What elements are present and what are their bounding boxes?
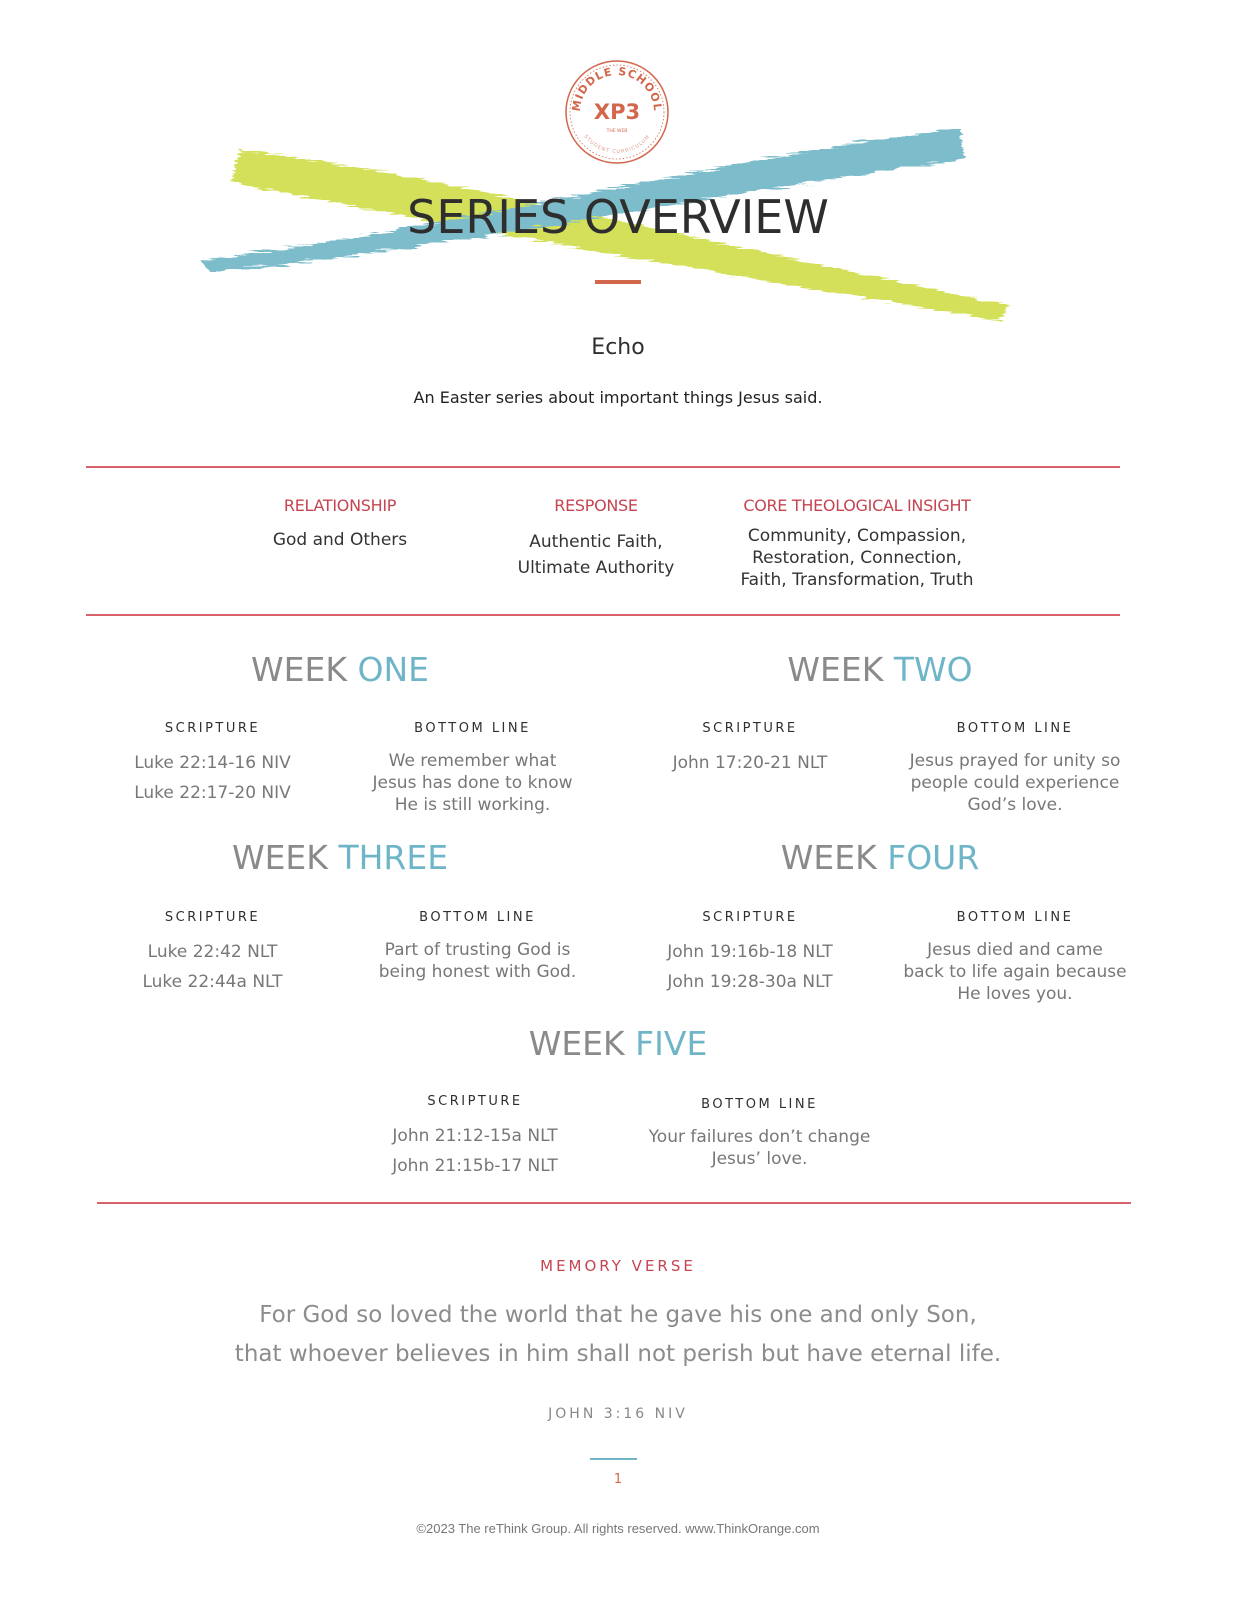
copyright-footer: ©2023 The reThink Group. All rights reserved. www.ThinkOrange.com — [416, 1521, 820, 1536]
week-word: WEEK — [780, 838, 877, 877]
scripture-ref: John 21:15b-17 NLT — [392, 1156, 558, 1176]
logo-bottom-text: STUDENT CURRICULUM — [582, 133, 652, 156]
series-description: An Easter series about important things Jesus said. — [413, 388, 823, 407]
week-two-scripture — [645, 721, 855, 778]
week-two-bottom-line — [880, 721, 1150, 816]
week-one-scripture — [110, 721, 315, 808]
week-number: FOUR — [887, 838, 980, 877]
logo-top-text: MIDDLE SCHOOL — [569, 64, 665, 113]
week-three-title — [140, 838, 540, 877]
logo-brand: XP3 — [593, 100, 641, 124]
week-number: TWO — [893, 650, 973, 689]
meta-value: Restoration, Connection, — [752, 548, 962, 568]
week-five-scripture — [370, 1094, 580, 1181]
week-four-scripture — [645, 910, 855, 997]
meta-value: God and Others — [272, 530, 408, 550]
week-four-bottom-line — [875, 910, 1155, 1005]
bottom-line-text: God’s love. — [967, 795, 1063, 815]
title-underline — [595, 280, 641, 284]
week-five-title — [418, 1024, 818, 1063]
bottom-line-text: being honest with God. — [378, 962, 577, 982]
memory-verse-text — [0, 1296, 1236, 1374]
scripture-label: SCRIPTURE — [702, 721, 798, 736]
week-three-bottom-line — [345, 910, 610, 983]
bottom-line-text: Jesus has done to know — [372, 773, 573, 793]
meta-core-insight — [712, 496, 1002, 591]
week-word: WEEK — [231, 838, 328, 877]
week-word: WEEK — [528, 1024, 625, 1063]
meta-heading: RELATIONSHIP — [283, 496, 397, 515]
bottom-line-text: He is still working. — [394, 795, 551, 815]
divider-middle — [86, 614, 1120, 616]
week-five-bottom-line — [622, 1097, 897, 1170]
page-title: SERIES OVERVIEW — [407, 190, 829, 244]
bottom-line-text: Part of trusting God is — [384, 940, 571, 960]
week-word: WEEK — [787, 650, 884, 689]
divider-bottom — [97, 1202, 1131, 1204]
memory-verse-line: that whoever believes in him shall not perish but have eternal life. — [234, 1341, 1002, 1367]
week-number: THREE — [338, 838, 449, 877]
meta-heading: CORE THEOLOGICAL INSIGHT — [743, 496, 971, 515]
memory-verse-heading: MEMORY VERSE — [540, 1257, 696, 1275]
scripture-label: SCRIPTURE — [427, 1094, 523, 1109]
bottom-line-text: We remember what — [388, 751, 557, 771]
meta-value: Faith, Transformation, Truth — [740, 570, 974, 590]
meta-value: Community, Compassion, — [747, 526, 967, 546]
logo-sub: THE WEB — [606, 129, 628, 134]
page-number: 1 — [613, 1472, 623, 1487]
bottom-line-label: BOTTOM LINE — [419, 910, 536, 925]
week-one-title — [140, 650, 540, 689]
scripture-ref: John 19:16b-18 NLT — [667, 942, 833, 962]
week-number: ONE — [357, 650, 429, 689]
bottom-line-text: Jesus died and came — [927, 940, 1103, 960]
bottom-line-text: Jesus’ love. — [711, 1149, 808, 1169]
memory-verse-reference: JOHN 3:16 NIV — [548, 1406, 688, 1422]
scripture-ref: Luke 22:17-20 NIV — [134, 783, 291, 803]
page-number-dash — [590, 1458, 637, 1460]
week-three-scripture — [110, 910, 315, 997]
scripture-ref: Luke 22:42 NLT — [147, 942, 278, 962]
bottom-line-text: Your failures don’t change — [648, 1127, 871, 1147]
bottom-line-text: He loves you. — [957, 984, 1073, 1004]
bottom-line-label: BOTTOM LINE — [956, 721, 1074, 736]
bottom-line-text: back to life again because — [903, 962, 1127, 982]
xp3-logo — [562, 57, 672, 167]
week-four-title — [680, 838, 1080, 877]
series-name: Echo — [591, 335, 645, 360]
bottom-line-text: people could experience — [910, 773, 1120, 793]
meta-relationship — [220, 496, 460, 551]
scripture-label: SCRIPTURE — [164, 910, 261, 925]
bottom-line-text: Jesus prayed for unity so — [909, 751, 1121, 771]
week-one-bottom-line — [345, 721, 600, 816]
week-two-title — [680, 650, 1080, 689]
scripture-ref: John 17:20-21 NLT — [672, 753, 828, 773]
bottom-line-label: BOTTOM LINE — [414, 721, 531, 736]
week-number: FIVE — [635, 1024, 708, 1063]
meta-value: Authentic Faith, — [529, 532, 663, 552]
scripture-label: SCRIPTURE — [164, 721, 261, 736]
scripture-label: SCRIPTURE — [702, 910, 798, 925]
meta-value: Ultimate Authority — [517, 558, 675, 578]
scripture-ref: Luke 22:14-16 NIV — [134, 753, 291, 773]
bottom-line-label: BOTTOM LINE — [701, 1097, 818, 1112]
meta-response — [476, 496, 716, 581]
memory-verse-line: For God so loved the world that he gave his one and only Son, — [259, 1302, 977, 1328]
scripture-ref: Luke 22:44a NLT — [142, 972, 283, 992]
scripture-ref: John 21:12-15a NLT — [392, 1126, 558, 1146]
meta-heading: RESPONSE — [554, 496, 638, 515]
divider-top — [86, 466, 1120, 468]
bottom-line-label: BOTTOM LINE — [956, 910, 1074, 925]
week-word: WEEK — [251, 650, 347, 689]
scripture-ref: John 19:28-30a NLT — [667, 972, 833, 992]
